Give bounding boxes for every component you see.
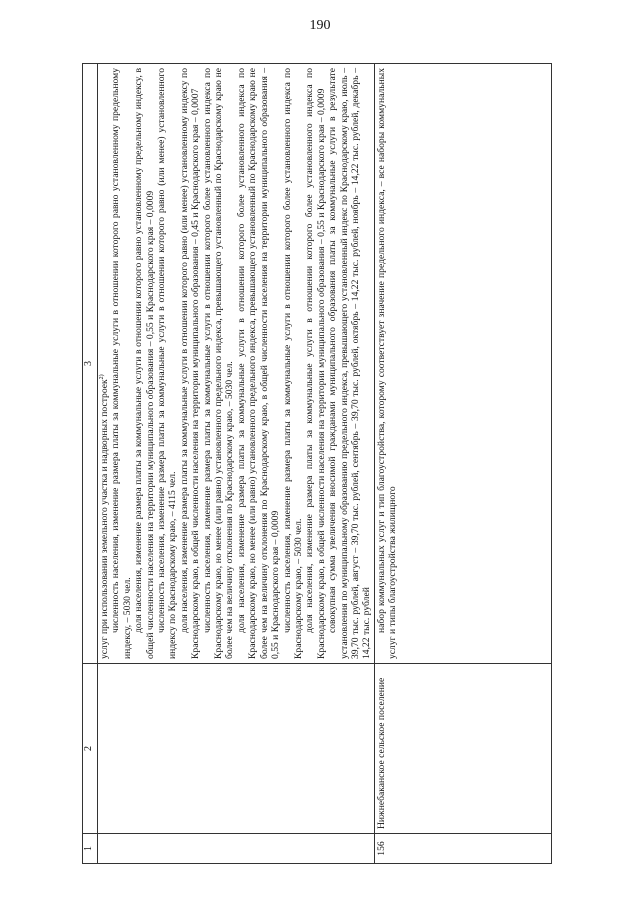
paragraph: доля населения, изменение размера платы за коммунальные услуги в отношении которого более установленного индекса по Краснодарскому краю, но менее (или равно) установленного предельного индекса, превышающего установленный по Краснодарскому краю не более чем на величину отклонения по Краснодарскому краю, в общей численности населения на территории муниципального образования – 0,55 и Краснодарского края – 0,0009: [235, 68, 282, 659]
paragraph: доля населения, изменение размера платы за коммунальные услуги в отношении которого равно установленному предельному индексу, в общей численности населения на территории муниципального образования – 0,55 и Краснодарского края – 0,0009: [133, 68, 156, 659]
paragraph: набор коммунальных услуг и тип благоустройства, которому соответствует значение предельного индекса, – все наборы коммунальных услуг и типы благоустройства жилищного: [376, 68, 399, 659]
data-table: [82, 63, 552, 864]
row-number-cell: [98, 834, 375, 864]
paragraph: численность населения, изменение размера платы за коммунальные услуги в отношении которого более установленного индекса по Краснодарскому краю, – 5030 чел.: [281, 68, 304, 659]
paragraph: совокупная сумма увеличения вносимой гражданами муниципального образования платы за коммунальные услуги в результате установления по муниципальному образованию предельного индекса, превышающего установленный индекс по Краснодарскому краю, июль – 39,70 тыс. рублей, август – 39,70 тыс. рублей, сентябрь – 39,70 тыс. рублей, октябрь – 14,22 тыс. рублей, ноябрь – 14,22 тыс. рублей, декабрь – 14,22 тыс. рублей: [327, 68, 373, 659]
header-cell-3: 3: [83, 64, 98, 664]
header-row: [83, 64, 98, 864]
page-number: 190: [309, 18, 331, 33]
paragraph: численность населения, изменение размера платы за коммунальные услуги в отношении которого равно (или менее) установленного индексу по Краснодарскому краю, – 4115 чел.: [156, 68, 179, 659]
row-number-cell: 156: [375, 834, 552, 864]
header-cell-2: 2: [83, 664, 98, 834]
paragraph: доля населения, изменение размера платы за коммунальные услуги в отношении которого более установленного индекса по Краснодарскому краю, в общей численности населения на территории муниципального образования – 0,55 и Краснодарского края – 0,0009: [304, 68, 327, 659]
row-content-cell: [375, 64, 552, 664]
table-row: [98, 64, 375, 864]
rotated-table-container: [82, 64, 552, 864]
footnote-mark: 2): [98, 374, 105, 380]
row-name-cell: Нижнебаканское сельское поселение: [375, 664, 552, 834]
table-row: [375, 64, 552, 864]
row-name-cell: [98, 664, 375, 834]
paragraph: [99, 68, 110, 659]
paragraph-text: услуг при использовании земельного участка и надворных построек: [99, 379, 110, 659]
row-content-cell: [98, 64, 375, 664]
paragraph: численность населения, изменение размера платы за коммунальные услуги в отношении которого более установленного индекса по Краснодарскому краю, но менее (или равно) установленного предельного индекса, превышающего установленный по Краснодарскому краю не более чем на величину отклонения по Краснодарскому краю, – 5030 чел.: [201, 68, 236, 659]
header-cell-1: 1: [83, 834, 98, 864]
paragraph: численность населения, изменение размера платы за коммунальные услуги в отношении которого равно установленному предельному индексу, – 5030 чел.: [110, 68, 133, 659]
rotated-table-wrapper: [82, 64, 552, 864]
paragraph: доля населения, изменение размера платы за коммунальные услуги в отношении которого равно (или менее) установленному индексу по Краснодарскому краю, в общей численности населения на территории муниципального образования – 0,45 и Краснодарского края – 0,0007: [178, 68, 202, 659]
